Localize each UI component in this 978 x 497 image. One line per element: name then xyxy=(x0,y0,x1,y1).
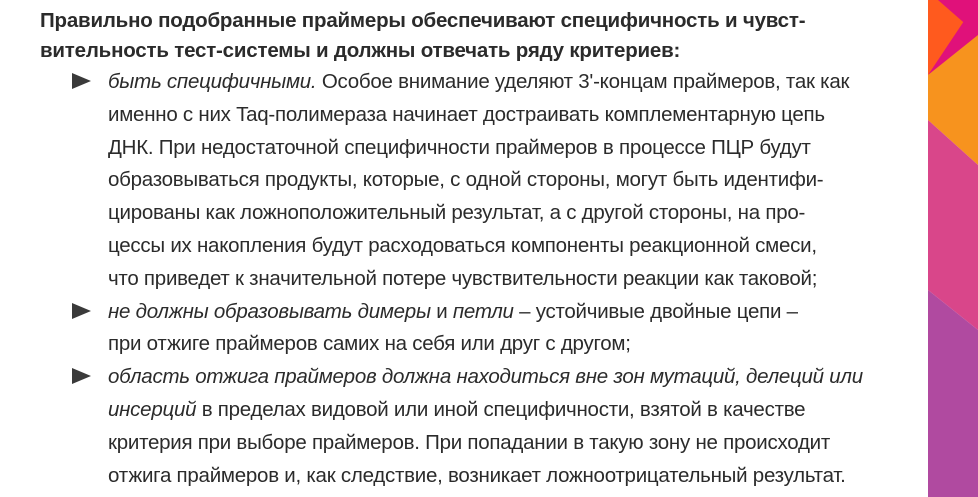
item-line: критерия при выборе праймеров. При попадании в такую зону не происходит xyxy=(108,430,830,454)
section-heading xyxy=(40,6,910,66)
body-text: – устойчивые двойные цепи – xyxy=(513,299,798,323)
item-line: отжига праймеров и, как следствие, возникает ложноотрицательный результат. xyxy=(108,463,846,487)
decorative-color-edge xyxy=(928,0,978,497)
item-line xyxy=(108,394,910,427)
document-content xyxy=(40,6,910,492)
list-item xyxy=(40,66,910,296)
triangle-bullet-icon xyxy=(72,303,91,319)
item-line: именно с них Taq-полимераза начинает достраивать комплементарную цепь xyxy=(108,102,825,126)
body-text: и xyxy=(430,299,453,323)
item-line: что приведет к значительной потере чувствительности реакции как таковой; xyxy=(108,266,818,290)
heading-line-1: Правильно подобранные праймеры обеспечивают специфичность и чувст- xyxy=(40,9,806,32)
criteria-list xyxy=(40,66,910,492)
triangle-bullet-icon xyxy=(72,73,91,89)
body-text: в пределах видовой или иной специфичности, взятой в качестве xyxy=(196,397,806,421)
triangle-bullet-icon xyxy=(72,368,91,384)
emphasis-text: инсерций xyxy=(108,397,197,421)
emphasis-text: область отжига праймеров должна находиться вне зон мутаций, делеций или xyxy=(108,365,863,389)
emphasis-text: быть специфичными. xyxy=(108,70,317,93)
body-text: Особое внимание уделяют 3'-концам праймеров, так как xyxy=(316,70,850,93)
item-line xyxy=(108,66,910,99)
item-line xyxy=(108,361,910,394)
item-line: образовываться продукты, которые, с одной стороны, могут быть идентифи- xyxy=(108,168,824,192)
heading-line-2: вительность тест-системы и должны отвечать ряду критериев: xyxy=(40,39,681,62)
item-line: при отжиге праймеров самих на себя или друг с другом; xyxy=(108,332,631,356)
list-item xyxy=(40,361,910,492)
item-line: ДНК. При недостаточной специфичности праймеров в процессе ПЦР будут xyxy=(108,135,811,159)
item-line: цессы их накопления будут расходоваться компоненты реакционной смеси, xyxy=(108,233,817,257)
emphasis-text: не должны образовывать димеры xyxy=(108,299,431,323)
emphasis-text: петли xyxy=(452,299,514,323)
item-line xyxy=(108,296,910,329)
list-item xyxy=(40,296,910,362)
item-line: цированы как ложноположительный результат, а с другой стороны, на про- xyxy=(108,201,806,225)
